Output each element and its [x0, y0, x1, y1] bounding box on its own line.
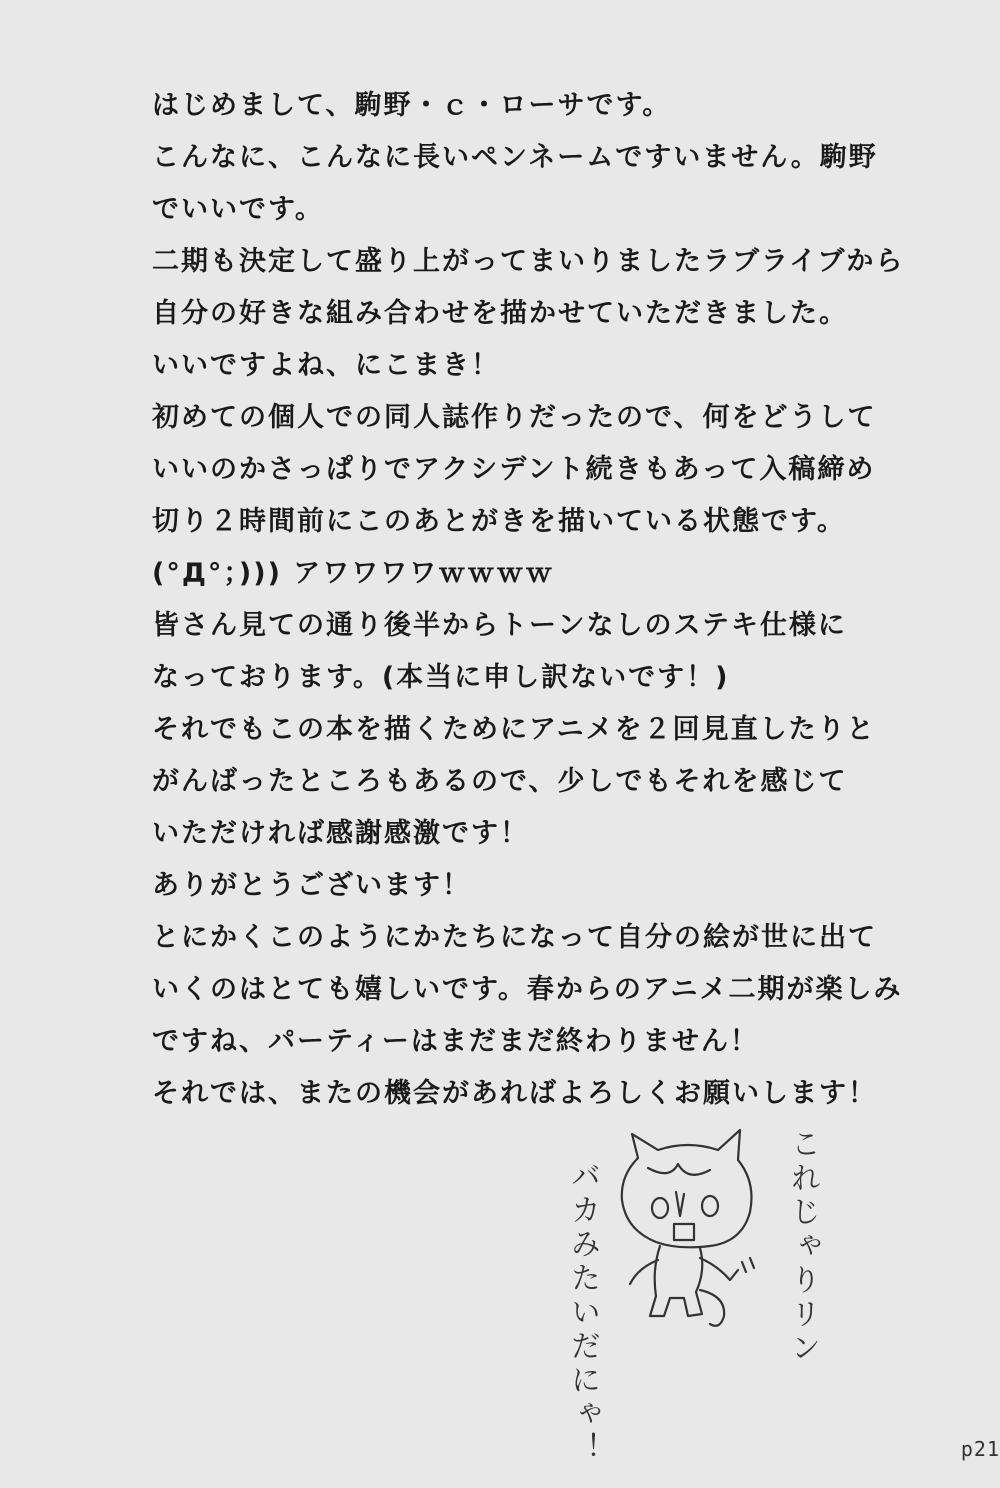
afterword-line: それでは、またの機会があればよろしくお願いします！ [152, 1078, 877, 1109]
afterword-line: はじめまして、駒野・ｃ・ローサです。 [152, 90, 672, 121]
afterword-line: ありがとうございます！ [152, 870, 471, 901]
afterword-line: ですね、パーティーはまだまだ終わりません！ [152, 1026, 759, 1057]
afterword-line: いいのかさっぱりでアクシデント続きもあって入稿締め [152, 454, 876, 485]
doodle-caption-right: これじゃりリン [785, 1128, 820, 1366]
afterword-line: いいですよね、にこまき！ [152, 350, 500, 381]
page-number: p21 [960, 1437, 1000, 1461]
afterword-line: 切り２時間前にこのあとがきを描いている状態です。 [152, 506, 846, 537]
afterword-line: 初めての個人での同人誌作りだったので、何をどうして [152, 402, 877, 433]
afterword-line: がんばったところもあるので、少しでもそれを感じて [152, 766, 848, 797]
afterword-line: 自分の好きな組み合わせを描かせていただきました。 [152, 298, 848, 329]
afterword-line: (°Д°；))) アワワワワｗｗｗｗ [152, 558, 555, 589]
afterword-line: いただければ感謝感激です！ [152, 818, 529, 849]
afterword-line: でいいです。 [152, 194, 324, 225]
afterword-line: とにかくこのようにかたちになって自分の絵が世に出て [152, 922, 877, 953]
afterword-line: 二期も決定して盛り上がってまいりましたラブライブから [152, 246, 905, 277]
afterword-line: それでもこの本を描くためにアニメを２回見直したりと [152, 714, 876, 745]
afterword-line: なっております。(本当に申し訳ないです！) [152, 662, 730, 693]
afterword-line: 皆さん見ての通り後半からトーンなしのステキ仕様に [152, 610, 847, 641]
afterword-text [152, 80, 912, 1120]
afterword-line: こんなに、こんなに長いペンネームですいません。駒野 [152, 142, 878, 173]
doodle-caption-left: バカみたいだにゃ！ [565, 1160, 600, 1466]
afterword-line: いくのはとても嬉しいです。春からのアニメ二期が楽しみ [152, 974, 903, 1005]
